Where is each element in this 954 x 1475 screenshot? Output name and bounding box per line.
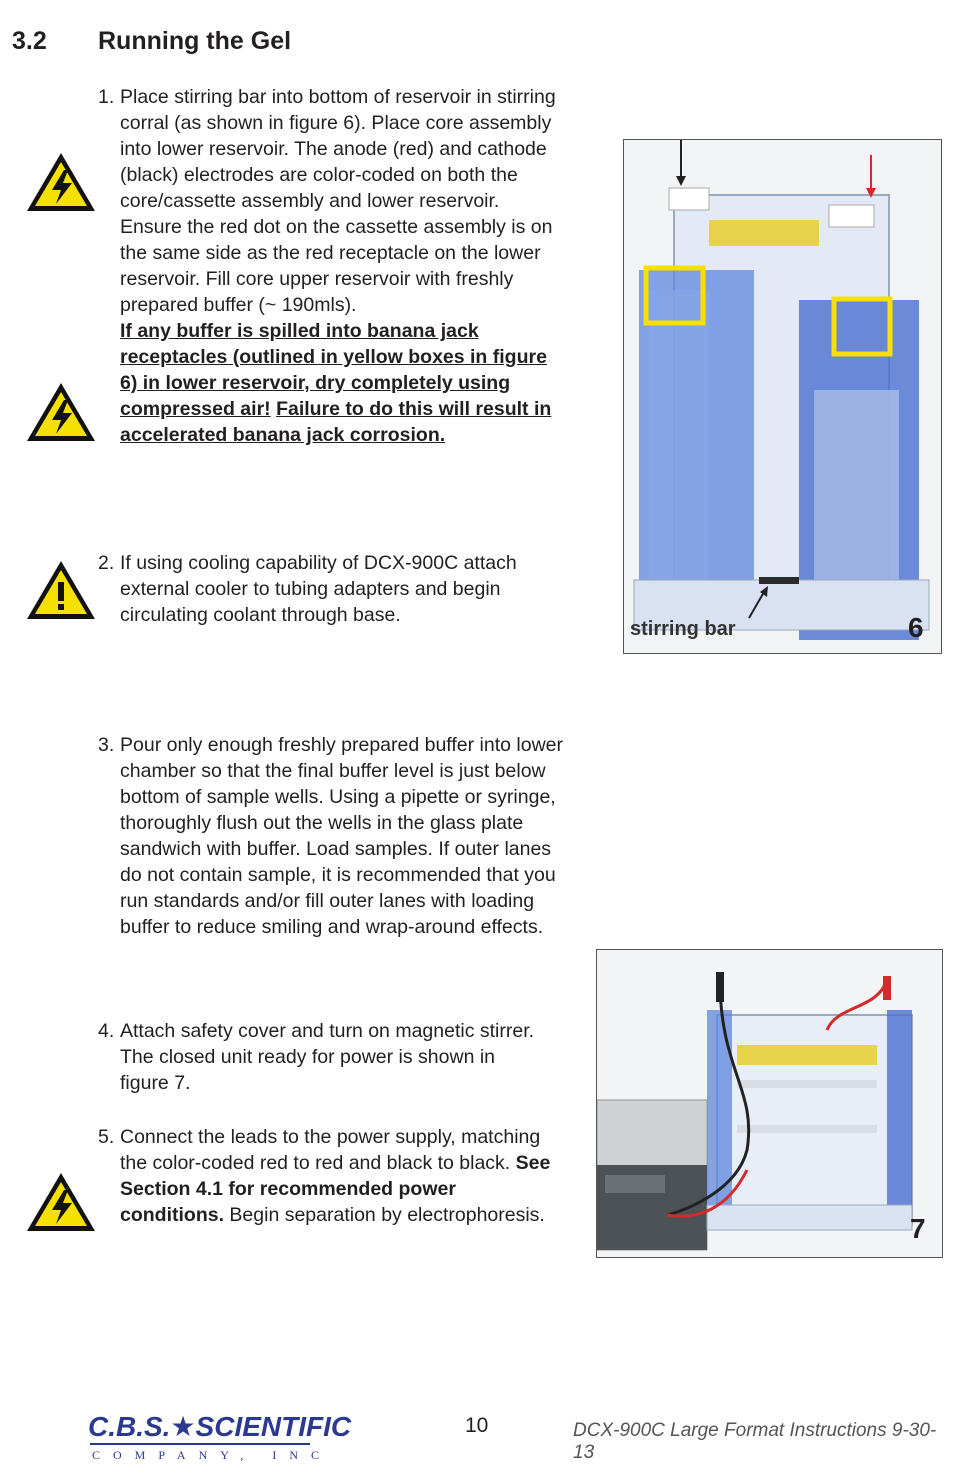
step-text: Attach safety cover and turn on magnetic stirrer. The closed unit ready for power is shown in figure 7. [120, 1020, 535, 1094]
section-number: 3.2 [12, 27, 47, 55]
step-text: Connect the leads to the power supply, matching the color-coded red to red and black to black. [120, 1126, 541, 1174]
figure-number: 6 [908, 612, 924, 643]
step-text: Pour only enough freshly prepared buffer into lower chamber so that the final buffer level is just below bottom of sample wells. Using a pipette or syringe, thoroughly flush out the wells in the glass plate sandwich with buffer. Load samples. If outer lanes do not contain sample, it is recommended that you run standards and/or fill outer lanes with loading buffer to reduce smiling and wrap-around effects. [120, 734, 563, 938]
step-text-end: Begin separation by electrophoresis. [224, 1204, 545, 1226]
section-heading [12, 27, 291, 56]
power-conditions-reference: See Section 4.1 for recommended power conditions. [120, 1152, 551, 1226]
corrosion-warning: Failure to do this will result in accelerated banana jack corrosion. [120, 398, 552, 446]
step-number: 4. [98, 1020, 115, 1042]
page-number: 10 [465, 1414, 489, 1437]
step-number: 2. [98, 552, 115, 574]
step-number: 3. [98, 734, 115, 756]
spill-warning: If any buffer is spilled into banana jack receptacles (outlined in yellow boxes in figure 6) in lower reservoir, dry completely using compressed air! [120, 320, 547, 420]
document-title: DCX-900C Large Format Instructions 9-30-13 [573, 1420, 937, 1463]
step-4 [98, 1018, 548, 1096]
section-title: Running the Gel [98, 27, 292, 55]
logo-divider [90, 1443, 310, 1445]
figure-7 [596, 949, 943, 1258]
figure-6 [623, 139, 942, 654]
high-voltage-warning-icon [24, 1170, 98, 1234]
step-5 [98, 1124, 554, 1228]
step-number: 5. [98, 1126, 115, 1148]
gel-tank-with-power-supply-photo [597, 950, 942, 1257]
high-voltage-warning-icon [24, 150, 98, 214]
high-voltage-warning-icon [24, 380, 98, 444]
caution-warning-icon [24, 558, 98, 622]
figure-number: 7 [910, 1213, 926, 1244]
step-text: If using cooling capability of DCX-900C attach external cooler to tubing adapters and begin circulating coolant through base. [120, 552, 517, 626]
step-3 [98, 732, 568, 940]
gel-tank-photo [624, 140, 941, 653]
company-logo: C.B.S.★SCIENTIFIC [88, 1411, 352, 1442]
step-text: Place stirring bar into bottom of reservoir in stirring corral (as shown in figure 6). Place core assembly into lower reservoir. The anode (red) and cathode (black) electrodes are color-coded on both the core/cassette assembly and lower reservoir. Ensure the red dot on the cassette assembly is on the same side as the red receptacle on the lower reservoir. Fill core upper reservoir with freshly prepared buffer (~ 190mls). [120, 86, 556, 316]
company-logo-subtitle: COMPANY, INC [92, 1448, 333, 1462]
step-number: 1. [98, 86, 115, 108]
step-1 [98, 84, 568, 448]
stirring-bar-label: stirring bar [630, 618, 736, 640]
step-2 [98, 550, 558, 628]
